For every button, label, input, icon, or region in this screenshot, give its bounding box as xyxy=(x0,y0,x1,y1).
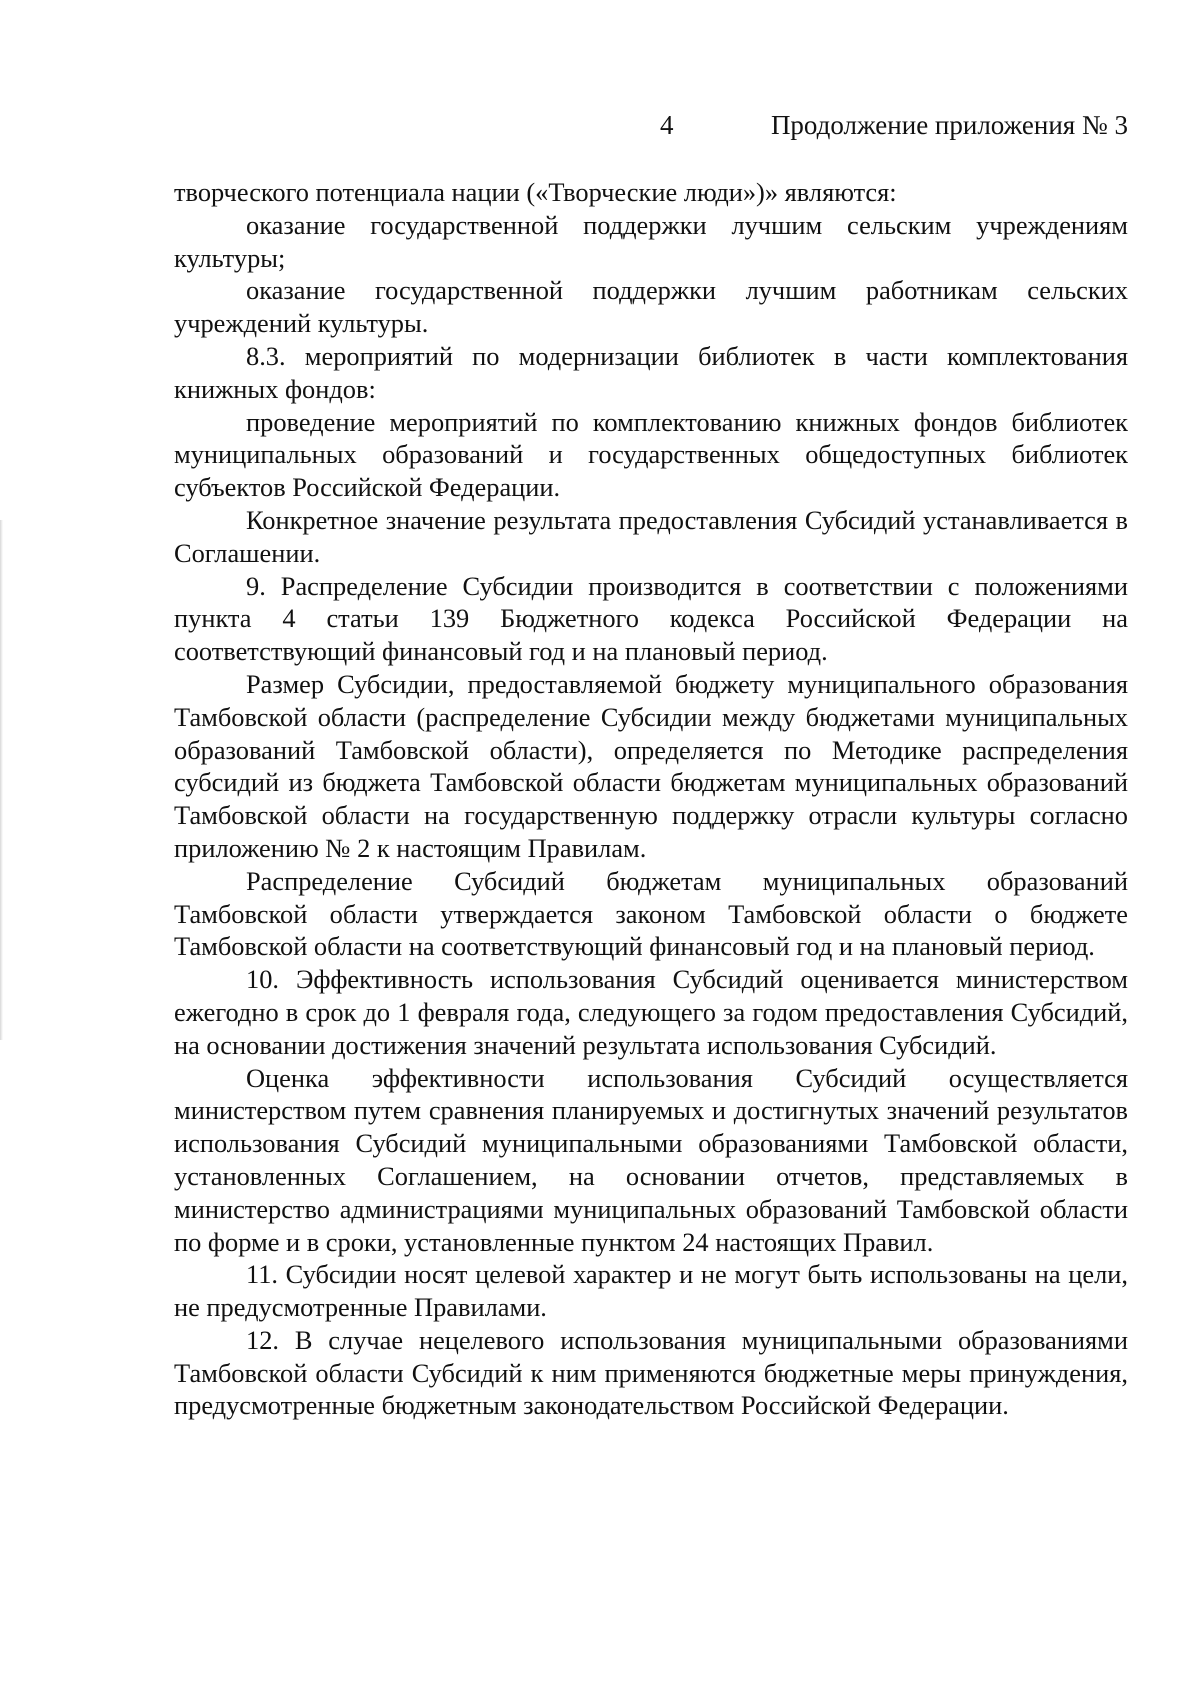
document-body xyxy=(174,176,1128,1422)
page-number: 4 xyxy=(660,110,674,140)
paragraph-11: Оценка эффективности использования Субсидий осуществляется министерством путем сравнения планируемых и достигнутых значений результатов использования Субсидий муниципальными образованиями Тамбовской области, установленных Соглашением, на основании отчетов, представляемых в министерство администрациями муниципальных образований Тамбовской области по форме и в сроки, установленные пунктом 24 настоящих Правил. xyxy=(174,1062,1128,1257)
paragraph-8: Размер Субсидии, предоставляемой бюджету муниципального образования Тамбовской области (распределение Субсидии между бюджетами муниципальных образований Тамбовской области), определяется по Методике распределения субсидий из бюджета Тамбовской области бюджетам муниципальных образований Тамбовской области на государственную поддержку отрасли культуры согласно приложению № 2 к настоящим Правилам. xyxy=(174,668,1128,863)
paragraph-6: Конкретное значение результата предоставления Субсидий устанавливается в Соглашении. xyxy=(174,504,1128,568)
paragraph-12: 11. Субсидии носят целевой характер и не могут быть использованы на цели, не предусмотренные Правилами. xyxy=(174,1259,1128,1323)
paragraph-4: 8.3. мероприятий по модернизации библиотек в части комплектования книжных фондов: xyxy=(174,340,1128,404)
paragraph-5: проведение мероприятий по комплектованию книжных фондов библиотек муниципальных образований и государственных общедоступных библиотек субъектов Российской Федерации. xyxy=(174,406,1128,503)
paragraph-10: 10. Эффективность использования Субсидий оценивается министерством ежегодно в срок до 1 февраля года, следующего за годом предоставления Субсидий, на основании достижения значений результата использования Субсидий. xyxy=(174,964,1128,1060)
paragraph-2: оказание государственной поддержки лучшим сельским учреждениям культуры; xyxy=(174,209,1128,273)
running-head: Продолжение приложения № 3 xyxy=(770,110,1128,140)
paragraph-3: оказание государственной поддержки лучшим работникам сельских учреждений культуры. xyxy=(174,275,1128,339)
paragraph-9: Распределение Субсидий бюджетам муниципальных образований Тамбовской области утверждается законом Тамбовской области о бюджете Тамбовской области на соответствующий финансовый год и на плановый период. xyxy=(174,865,1128,962)
scan-edge-shadow xyxy=(0,520,3,1040)
paragraph-7: 9. Распределение Субсидии производится в соответствии с положениями пункта 4 статьи 139 Бюджетного кодекса Российской Федерации на соответствующий финансовый год и на плановый период. xyxy=(174,570,1128,667)
paragraph-1: творческого потенциала нации («Творческие люди»)» являются: xyxy=(174,177,897,207)
paragraph-13: 12. В случае нецелевого использования муниципальными образованиями Тамбовской области Субсидий к ним применяются бюджетные меры принуждения, предусмотренные бюджетным законодательством Российской Федерации. xyxy=(174,1324,1128,1421)
page-header xyxy=(174,110,1128,150)
